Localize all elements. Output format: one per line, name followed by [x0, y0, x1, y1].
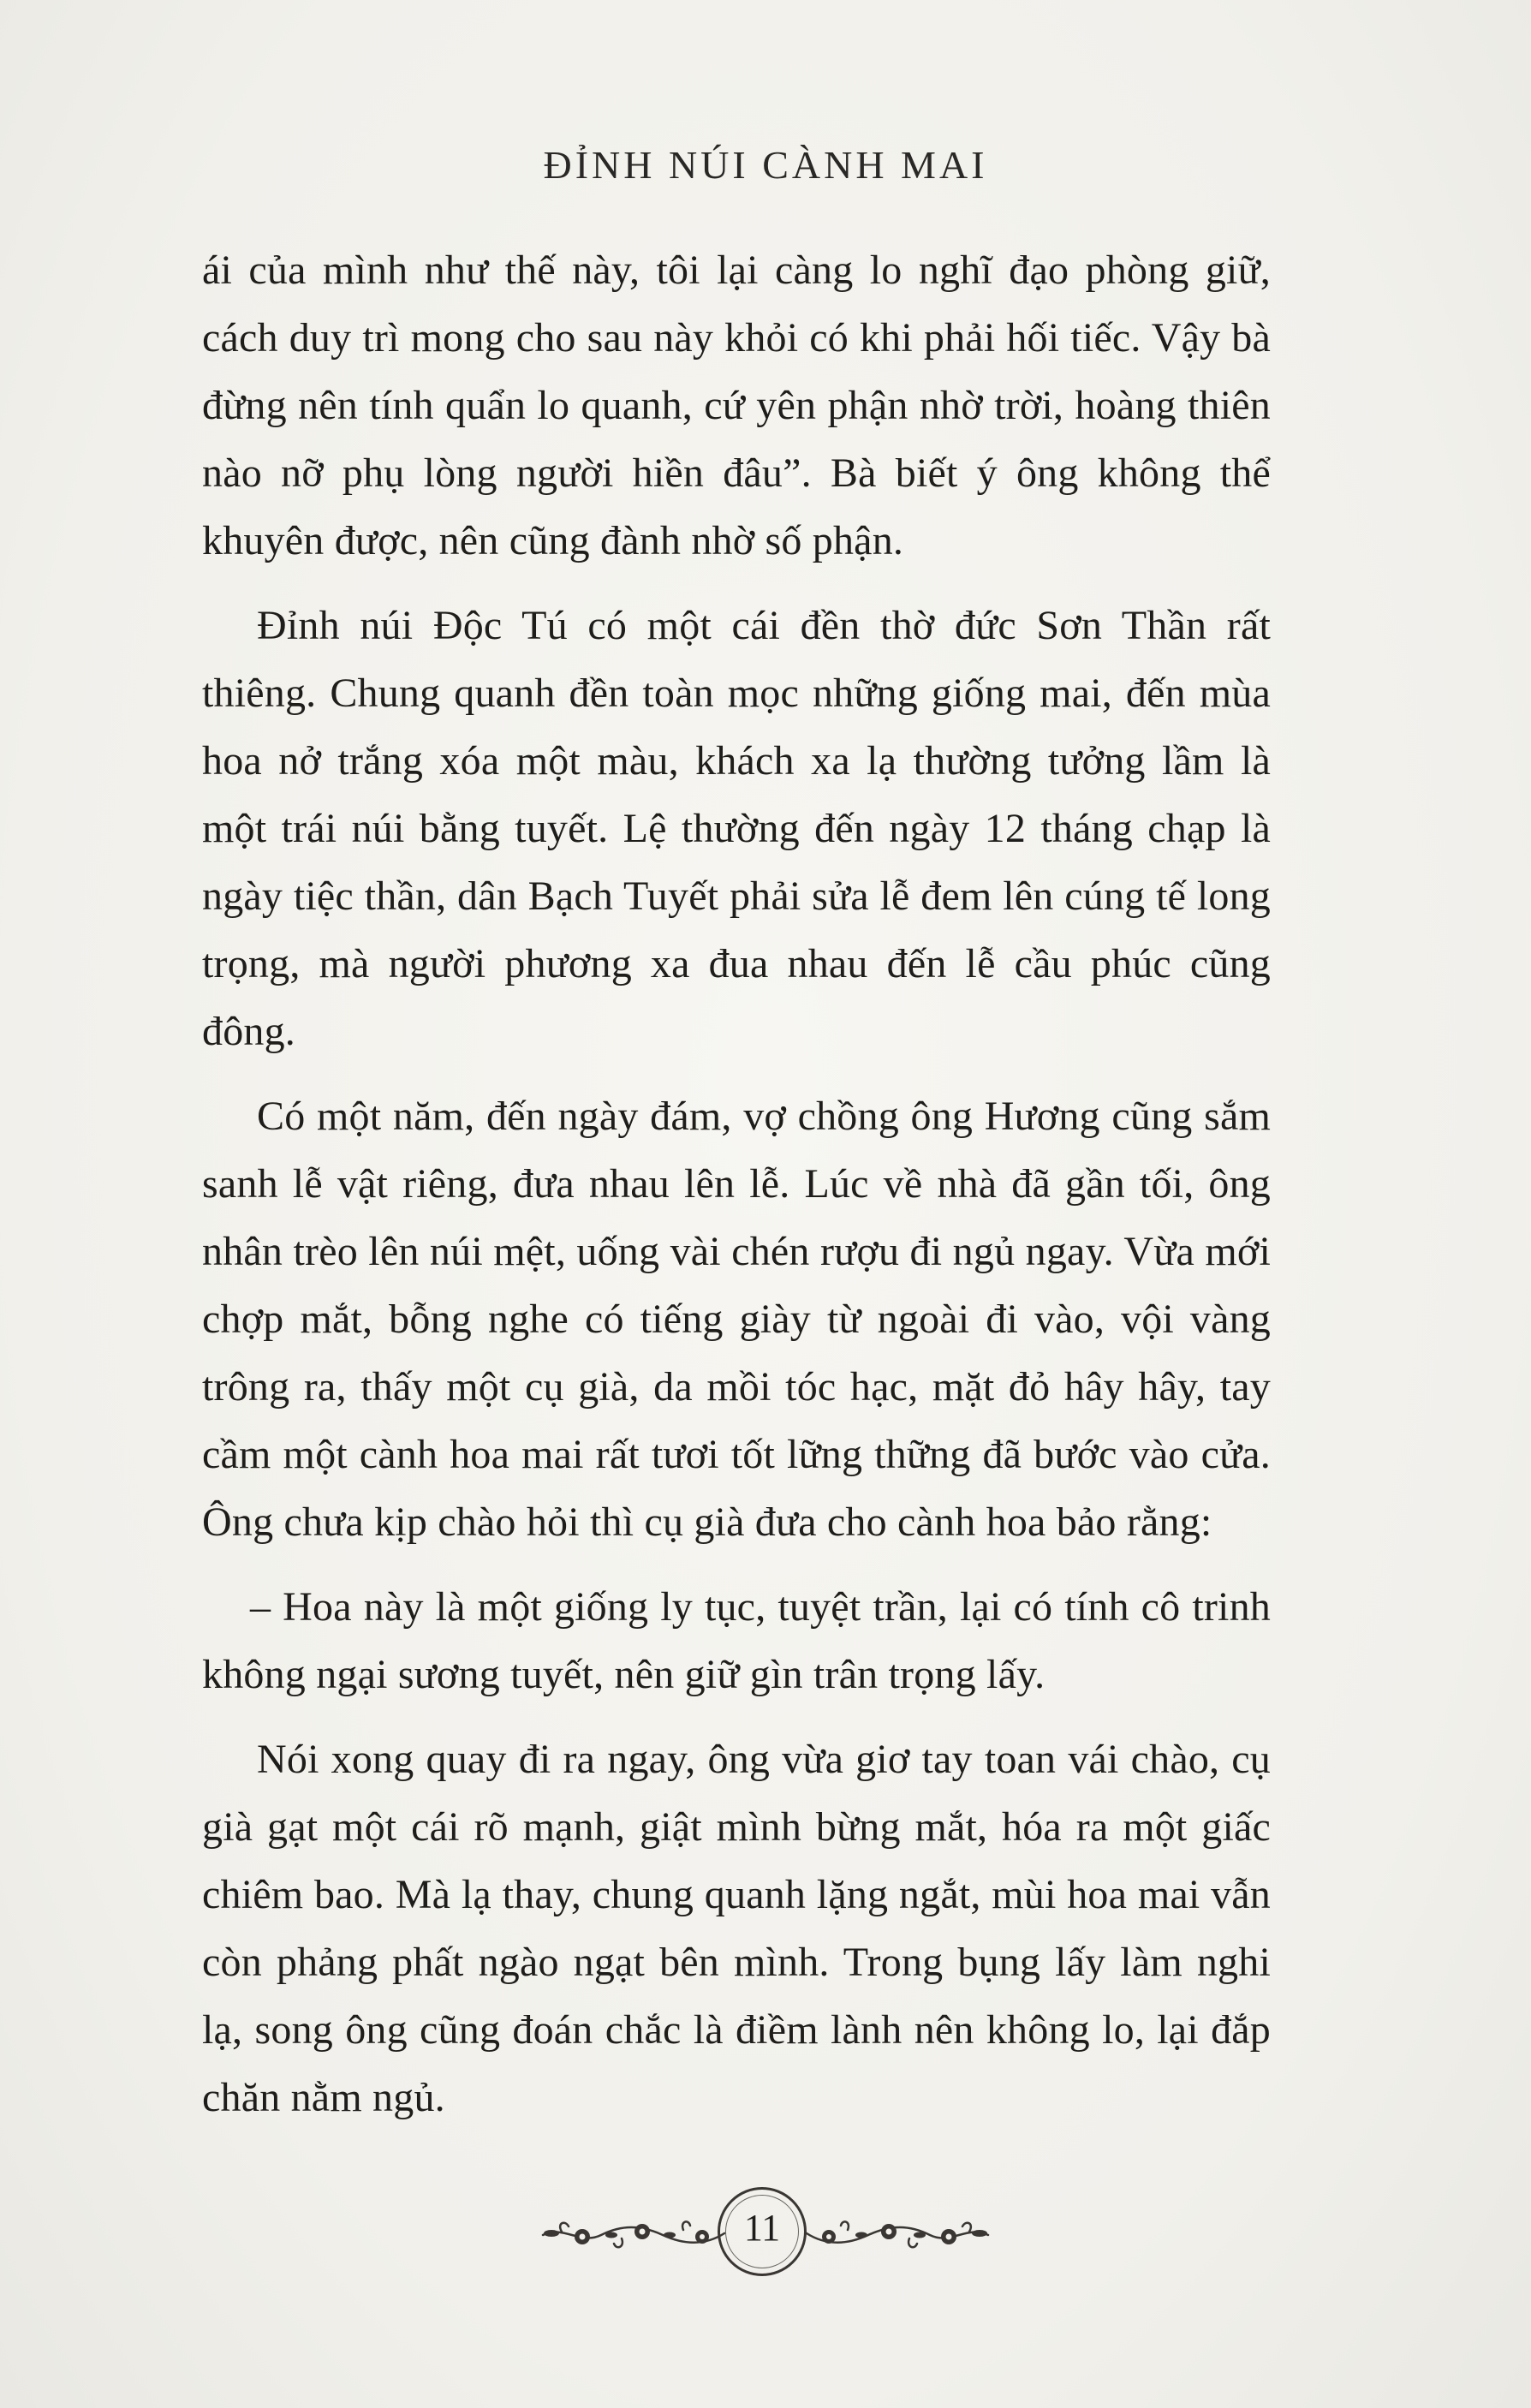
- paragraph-continuation: ái của mình như thế này, tôi lại càng lo nghĩ đạo phòng giữ, cách duy trì mong cho sau này khỏi có khi phải hối tiếc. Vậy bà đừng nên tính quẩn lo quanh, cứ yên phận nhờ trời, hoàng thiên nào nỡ phụ lòng người hiền đâu”. Bà biết ý ông không thể khuyên được, nên cũng đành nhờ số phận.: [202, 247, 1271, 563]
- paragraph-shrine: Đỉnh núi Độc Tú có một cái đền thờ đức Sơn Thần rất thiêng. Chung quanh đền toàn mọc những giống mai, đến mùa hoa nở trắng xóa một màu, khách xa lạ thường tưởng lầm là một trái núi bằng tuyết. Lệ thường đến ngày 12 tháng chạp là ngày tiệc thần, dân Bạch Tuyết phải sửa lễ đem lên cúng tế long trọng, mà người phương xa đua nhau đến lễ cầu phúc cũng đông.: [202, 603, 1271, 1054]
- paragraph-festival-dream: Có một năm, đến ngày đám, vợ chồng ông Hương cũng sắm sanh lễ vật riêng, đưa nhau lên lễ. Lúc về nhà đã gần tối, ông nhân trèo lên núi mệt, uống vài chén rượu đi ngủ ngay. Vừa mới chợp mắt, bỗng nghe có tiếng giày từ ngoài đi vào, vội vàng trông ra, thấy một cụ già, da mồi tóc hạc, mặt đỏ hây hây, tay cầm một cành hoa mai rất tươi tốt lững thững đã bước vào cửa. Ông chưa kịp chào hỏi thì cụ già đưa cho cành hoa bảo rằng:: [202, 1094, 1271, 1545]
- running-header-title: ĐỈNH NÚI CÀNH MAI: [543, 143, 988, 187]
- paragraph-awakening: Nói xong quay đi ra ngay, ông vừa giơ tay toan vái chào, cụ già gạt một cái rõ mạnh, giật mình bừng mắt, hóa ra một giấc chiêm bao. Mà lạ thay, chung quanh lặng ngắt, mùi hoa mai vẫn còn phảng phất ngào ngạt bên mình. Trong bụng lấy làm nghi lạ, song ông cũng đoán chắc là điềm lành nên không lo, lại đắp chăn nằm ngủ.: [202, 1737, 1271, 2120]
- floral-vine-ornament-icon: [538, 2209, 728, 2257]
- page-number: 11: [743, 2207, 781, 2249]
- paragraph-dialogue: – Hoa này là một giống ly tục, tuyệt trần, lại có tính cô trinh không ngại sương tuyết, nên giữ gìn trân trọng lấy.: [202, 1584, 1271, 1697]
- floral-vine-ornament-icon: [803, 2209, 993, 2257]
- body-text: [202, 236, 1271, 2149]
- page-footer: [0, 2182, 1531, 2293]
